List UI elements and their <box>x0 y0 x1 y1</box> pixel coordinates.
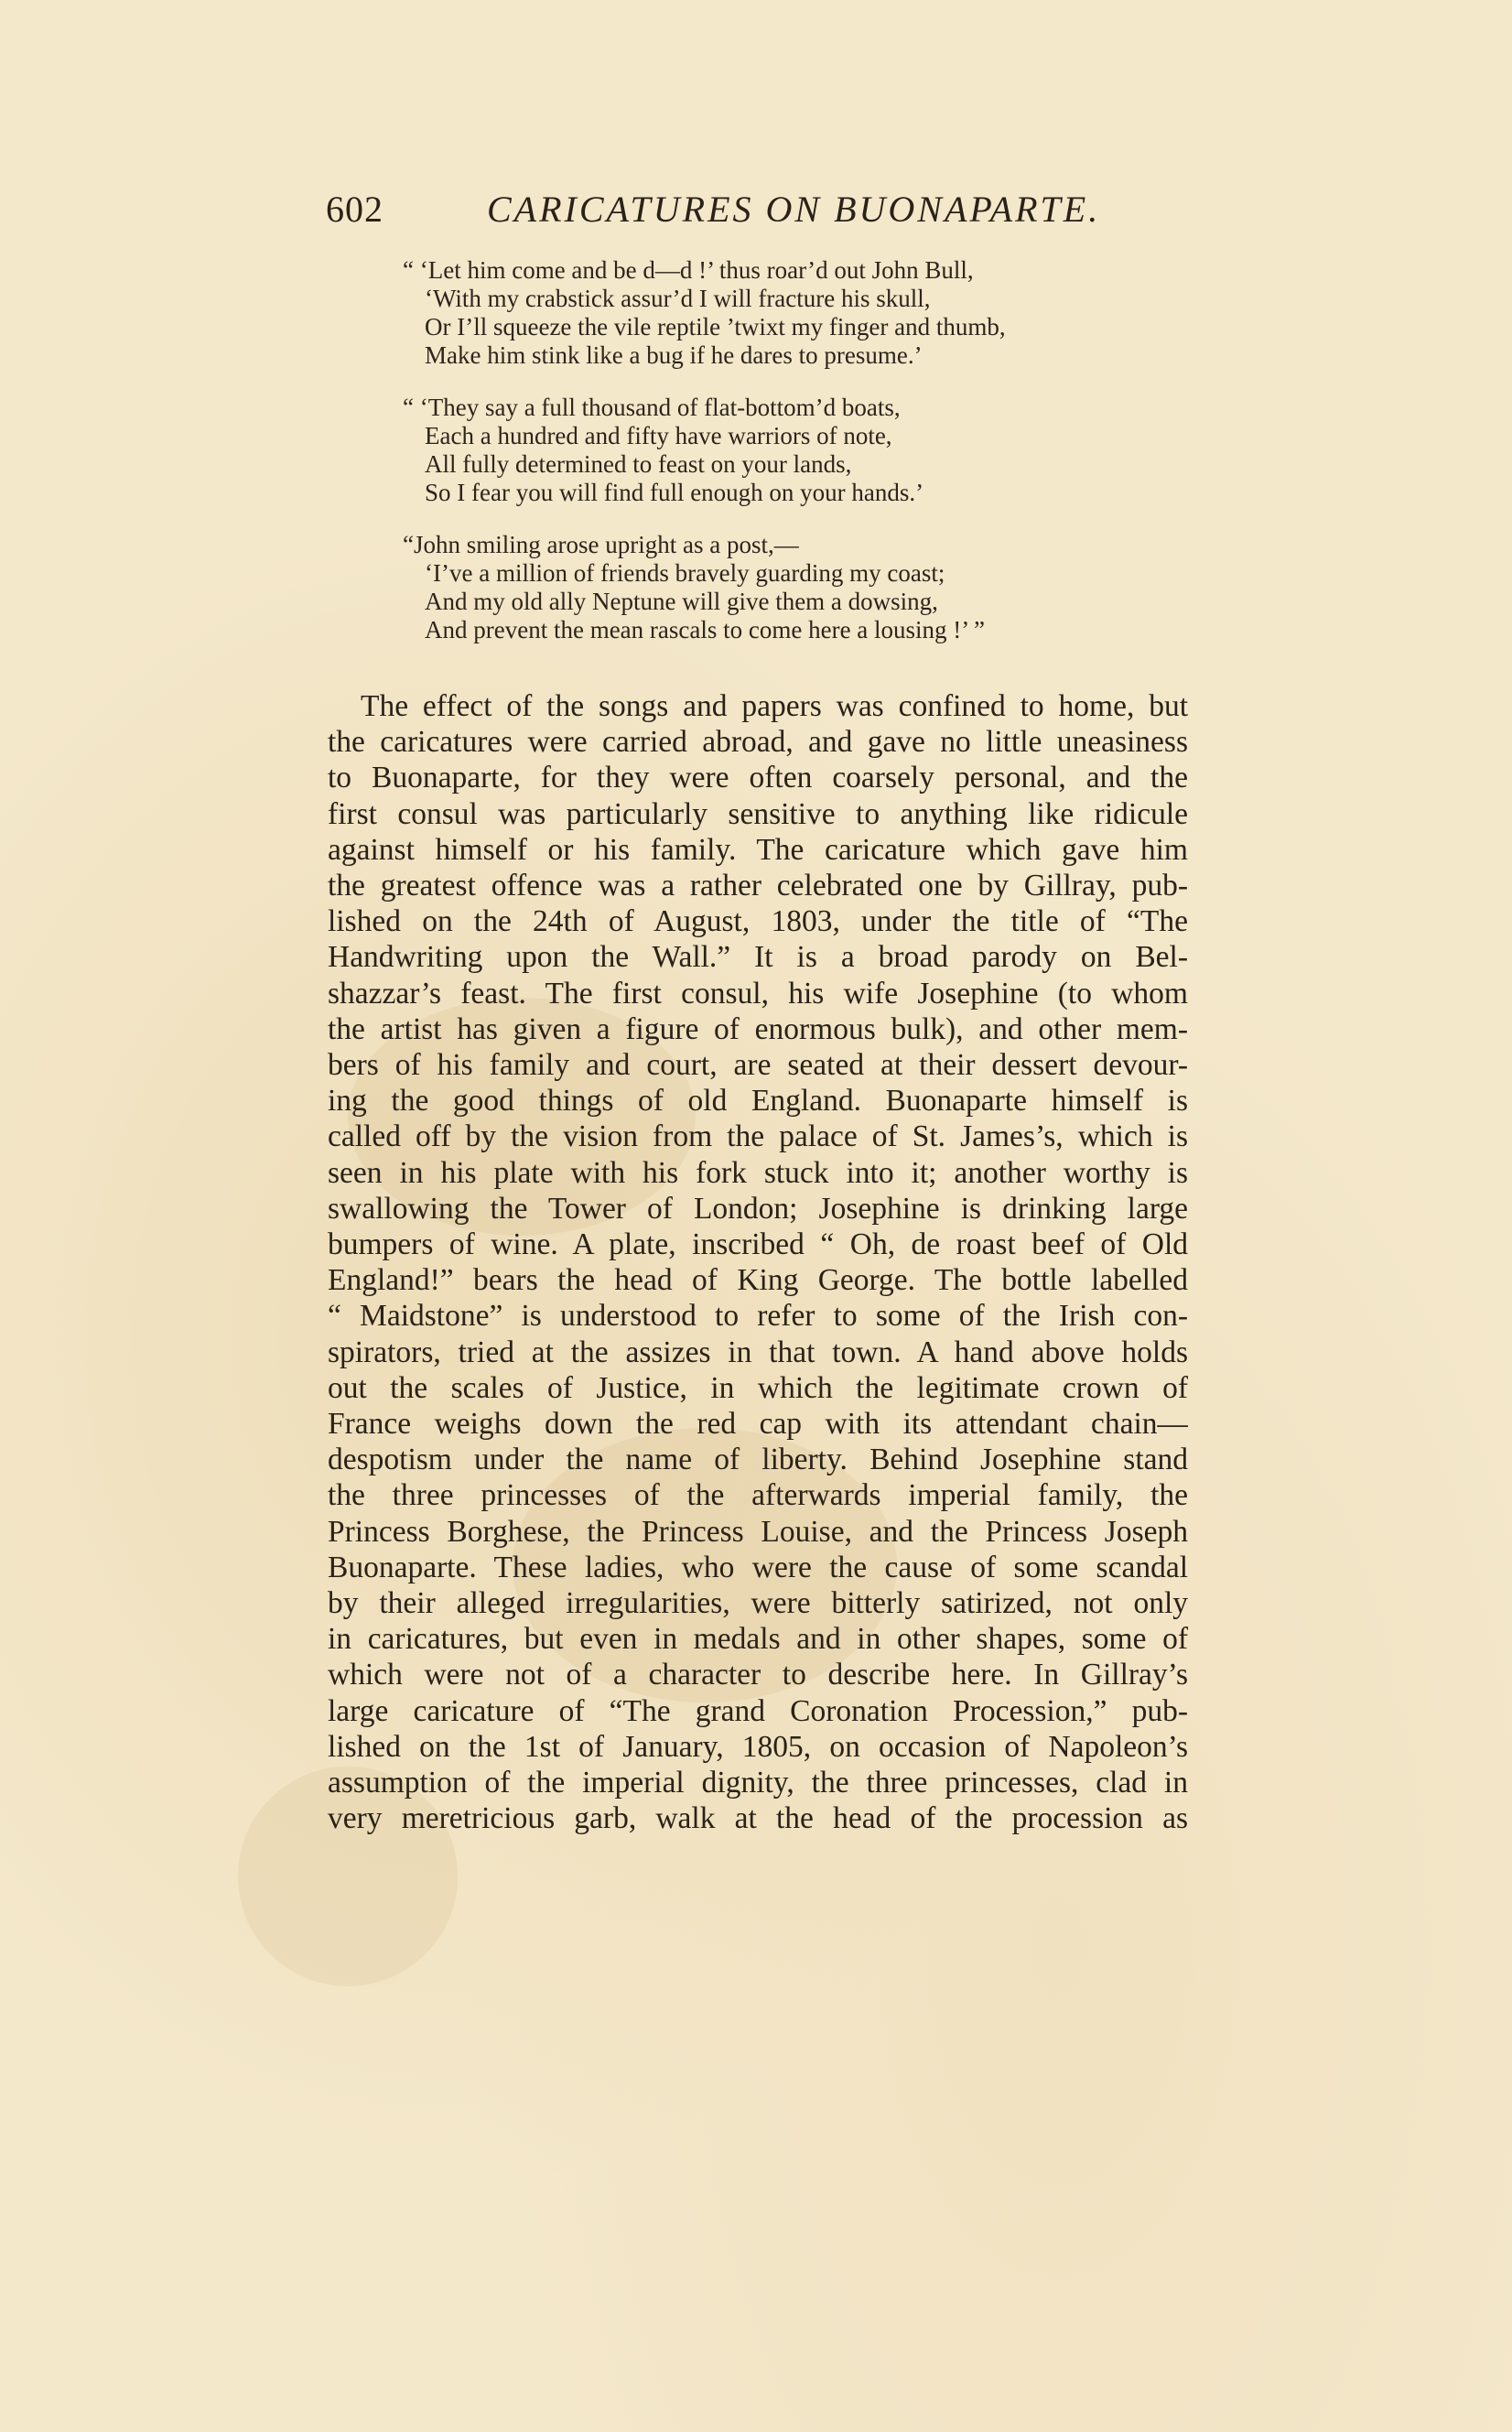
verse-line: Or I’ll squeeze the vile reptile ’twixt my finger and thumb, <box>425 313 1006 340</box>
text-line: swallowing the Tower of London; Josephine is drinking large <box>328 1191 1188 1226</box>
text-line: the caricatures were carried abroad, and gave no little uneasiness <box>328 725 1188 760</box>
verse-line: And my old ally Neptune will give them a dowsing, <box>425 588 938 615</box>
text-line: lished on the 1st of January, 1805, on occasion of Napoleon’s <box>328 1729 1188 1764</box>
body-paragraph <box>328 688 1188 1837</box>
text-line: England!” bears the head of King George. The bottle labelled <box>328 1263 1188 1298</box>
running-title: CARICATURES ON BUONAPARTE. <box>487 189 1101 230</box>
verse-line: So I fear you will find full enough on your hands.’ <box>425 479 924 506</box>
text-line: seen in his plate with his fork stuck into it; another worthy is <box>328 1155 1188 1190</box>
text-line: despotism under the name of liberty. Behind Josephine stand <box>328 1443 1188 1477</box>
text-line: to Buonaparte, for they were often coarsely personal, and the <box>328 761 1188 795</box>
text-line: in caricatures, but even in medals and in other shapes, some of <box>328 1622 1188 1657</box>
verse-line: Each a hundred and fifty have warriors of note, <box>425 422 892 449</box>
verse-stanza <box>403 394 1226 507</box>
verse-line: And prevent the mean rascals to come here a lousing !’ ” <box>425 616 986 643</box>
text-line: very meretricious garb, walk at the head of the procession as <box>328 1801 1188 1836</box>
text-line: the three princesses of the afterwards imperial family, the <box>328 1478 1188 1513</box>
text-line: ing the good things of old England. Buonaparte himself is <box>328 1084 1188 1119</box>
verse-line: All fully determined to feast on your lands, <box>425 450 852 478</box>
text-line: which were not of a character to describe here. In Gillray’s <box>328 1658 1188 1692</box>
text-line: assumption of the imperial dignity, the three princesses, clad in <box>328 1766 1188 1800</box>
text-line: first consul was particularly sensitive to anything like ridicule <box>328 796 1188 831</box>
text-line: France weighs down the red cap with its attendant chain— <box>328 1407 1188 1442</box>
text-line: bers of his family and court, are seated at their dessert devour- <box>328 1048 1188 1083</box>
verse-line: “John smiling arose upright as a post,— <box>403 531 799 558</box>
text-line: out the scales of Justice, in which the legitimate crown of <box>328 1370 1188 1405</box>
text-line: the greatest offence was a rather celebrated one by Gillray, pub- <box>328 869 1188 903</box>
text-line: bumpers of wine. A plate, inscribed “ Oh, de roast beef of Old <box>328 1227 1188 1262</box>
verse-line: “ ‘They say a full thousand of flat-bottom’d boats, <box>403 394 901 421</box>
text-line: The effect of the songs and papers was confined to home, but <box>361 689 1188 723</box>
text-line: large caricature of “The grand Coronation Procession,” pub- <box>328 1693 1188 1728</box>
text-line: by their alleged irregularities, were bitterly satirized, not only <box>328 1586 1188 1621</box>
verse-line: ‘I’ve a million of friends bravely guarding my coast; <box>425 559 945 587</box>
text-line: “ Maidstone” is understood to refer to some of the Irish con- <box>328 1299 1188 1334</box>
text-line: lished on the 24th of August, 1803, under the title of “The <box>328 904 1188 939</box>
verse-line: “ ‘Let him come and be d—d !’ thus roar’d out John Bull, <box>403 256 974 284</box>
text-line: Handwriting upon the Wall.” It is a broad parody on Bel- <box>328 940 1188 975</box>
verse-stanza <box>403 256 1226 370</box>
text-line: spirators, tried at the assizes in that town. A hand above holds <box>328 1335 1188 1369</box>
verse-stanza <box>403 531 1226 644</box>
verse-line: ‘With my crabstick assur’d I will fracture his skull, <box>425 285 931 312</box>
page-number: 602 <box>326 189 383 230</box>
text-line: against himself or his family. The caricature which gave him <box>328 832 1188 867</box>
page-header <box>326 188 1186 243</box>
text-line: Buonaparte. These ladies, who were the cause of some scandal <box>328 1550 1188 1584</box>
verse-line: Make him stink like a bug if he dares to presume.’ <box>425 341 923 369</box>
text-line: the artist has given a figure of enormous bulk), and other mem- <box>328 1011 1188 1046</box>
text-line: shazzar’s feast. The first consul, his wife Josephine (to whom <box>328 976 1188 1011</box>
text-line: called off by the vision from the palace of St. James’s, which is <box>328 1119 1188 1154</box>
text-line: Princess Borghese, the Princess Louise, and the Princess Joseph <box>328 1514 1188 1549</box>
